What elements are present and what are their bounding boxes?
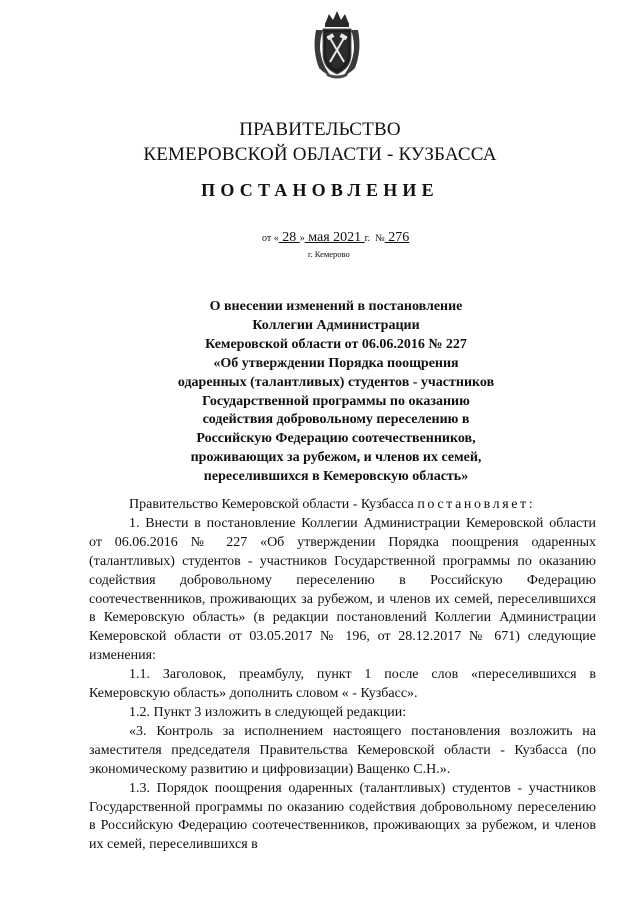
paragraph-1-2: 1.2. Пункт 3 изложить в следующей редакции:	[129, 704, 407, 720]
government-line-2: КЕМЕРОВСКОЙ ОБЛАСТИ - КУЗБАССА	[143, 144, 497, 165]
intro-paragraph	[89, 496, 596, 515]
intro-text: Правительство Кемеровской области - Кузбасса	[129, 497, 418, 512]
subject-line: одаренных (талантливых) студентов - участников	[177, 374, 495, 390]
number-label: №	[375, 233, 385, 244]
paragraph-1-2-text: «3. Контроль за исполнением настоящего постановления возложить на заместителя председателя Правительства Кемеровской области - Кузбасса (по экономическому развитию и цифровизации) Ващенко С.Н.».	[89, 723, 596, 777]
subject-line: Коллегии Администрации	[252, 317, 420, 333]
subject-line: «Об утверждении Порядка поощрения	[213, 355, 459, 371]
subject-line: проживающих за рубежом, и членов их семей,	[190, 450, 482, 466]
subject-line: Российскую Федерацию соотечественников,	[196, 431, 476, 447]
document-body	[89, 496, 596, 855]
date-prefix: от «	[262, 233, 279, 244]
date-day: 28	[278, 230, 300, 245]
date-month-year: мая 2021	[304, 230, 365, 245]
subject-line: О внесении изменений в постановление	[209, 299, 463, 314]
paragraph-1-3: 1.3. Порядок поощрения одаренных (талантливых) студентов - участников Государственной программы по оказанию содействия добровольному переселению в Российскую Федерацию соотечественников, проживающих за рубежом, и членов их семей, переселившихся в	[89, 780, 596, 853]
coat-of-arms-icon	[311, 8, 363, 80]
date-line	[262, 230, 409, 246]
subject-line: Государственной программы по оказанию	[202, 393, 470, 409]
date-separator: »	[299, 233, 305, 244]
paragraph-1: 1. Внести в постановление Коллегии Администрации Кемеровской области от 06.06.2016 № 227 «Об утверждении Порядка поощрения одаренных (талантливых) студентов - участников Государственной программы по оказанию содействия добровольному переселению в Российскую Федерацию соотечественников, проживающих за рубежом, и членов их семей, переселившихся в Кемеровскую область» (в редакции постановлений Коллегии Администрации Кемеровской области от 03.05.2017 № 196, от 28.12.2017 № 671) следующие изменения:	[89, 515, 596, 664]
document-type-title: ПОСТАНОВЛЕНИЕ	[201, 180, 439, 200]
document-subject	[150, 298, 522, 487]
document-number: 276	[384, 230, 410, 245]
resolves-word: постановляет:	[417, 497, 536, 512]
subject-line: Кемеровской области от 06.06.2016 № 227	[205, 336, 467, 352]
city-label: г. Кемерово	[308, 249, 350, 259]
subject-line: содействия добровольному переселению в	[202, 412, 470, 428]
paragraph-1-1: 1.1. Заголовок, преамбулу, пункт 1 после слов «переселившихся в Кемеровскую область» дополнить словом « - Кузбасс».	[89, 667, 596, 702]
government-line-1: ПРАВИТЕЛЬСТВО	[239, 119, 401, 140]
subject-line: переселившихся в Кемеровскую область»	[203, 469, 469, 485]
date-year-suffix: г.	[364, 233, 371, 244]
